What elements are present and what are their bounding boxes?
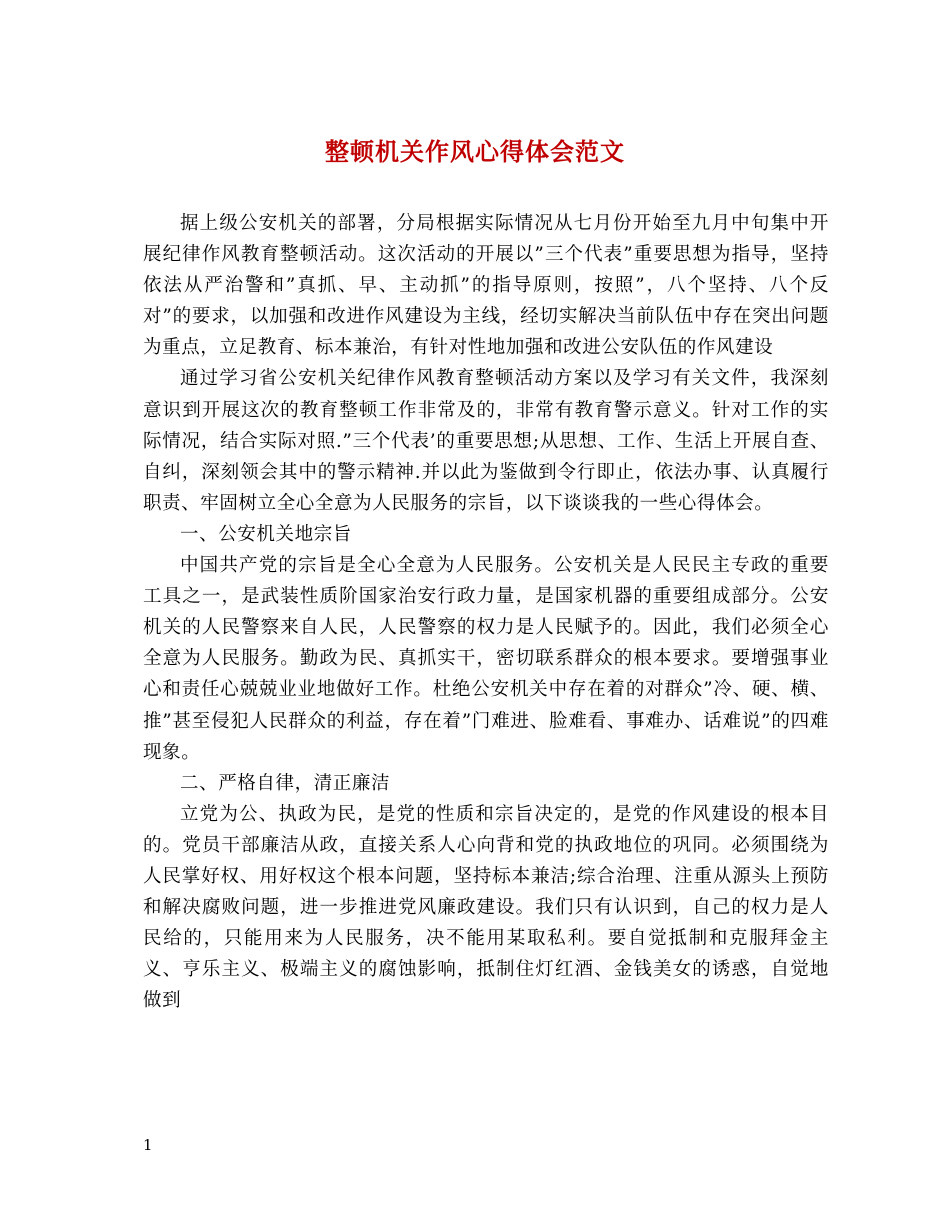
paragraph-integrity: 立党为公、执政为民，是党的性质和宗旨决定的，是党的作风建设的根本目的。党员干部廉洁从政，直接关系人心向背和党的执政地位的巩同。必须围绕为人民掌好权、用好权这个根本问题，坚持标本兼洁;综合治理、注重从源头上预防和解决腐败问题，进一步推进党风廉政建设。我们只有认识到，自己的权力是人民给的，只能用来为人民服务，决不能用某取私利。要自觉抵制和克服拜金主义、亨乐主义、极端主义的腐蚀影响，抵制住灯红酒、金钱美女的诱惑，自觉地做到 <box>143 803 829 1012</box>
page-number: 1 <box>143 1136 153 1154</box>
paragraph-intro: 据上级公安机关的部署，分局根据实际情况从七月份开始至九月中旬集中开展纪律作风教育整顿活动。这次活动的开展以”三个代表”重要思想为指导，坚持依法从严治警和”真抓、早、主动抓”的指导原则，按照”，八个坚持、八个反对”的要求，以加强和改进作风建设为主线，经切实解决当前队伍中存在突出问题为重点，立足教育、标本兼治，有针对性地加强和改进公安队伍的作风建设 <box>143 213 829 359</box>
section-heading-1: 一、公安机关地宗旨 <box>180 523 352 545</box>
paragraph-purpose: 中国共产党的宗旨是全心全意为人民服务。公安机关是人民民主专政的重要工具之一，是武装性质阶国家治安行政力量，是国家机器的重要组成部分。公安机关的人民警察来自人民，人民警察的权力是人民赋予的。因此，我们必须全心全意为人民服务。勤政为民、真抓实干，密切联系群众的根本要求。要增强事业心和责任心兢兢业业地做好工作。杜绝公安机关中存在着的对群众”冷、硬、横、推”甚至侵犯人民群众的利益，存在着”门难进、脸难看、事难办、话难说”的四难现象。 <box>143 555 829 763</box>
section-heading-2: 二、严格自律，清正廉洁 <box>180 772 391 794</box>
document-title: 整顿机关作风心得体会范文 <box>325 137 625 166</box>
paragraph-study: 通过学习省公安机关纪律作风教育整顿活动方案以及学习有关文件，我深刻意识到开展这次的教育整顿工作非常及的，非常有教育警示意义。针对工作的实际情况，结合实际对照.”三个代表’的重要思想;从思想、工作、生活上开展自查、自纠，深刻领会其中的警示精神.并以此为鉴做到令行即止，依法办事、认真履行职责、牢固树立全心全意为人民服务的宗旨，以下谈谈我的一些心得体会。 <box>143 368 829 514</box>
document-body <box>143 208 829 1016</box>
